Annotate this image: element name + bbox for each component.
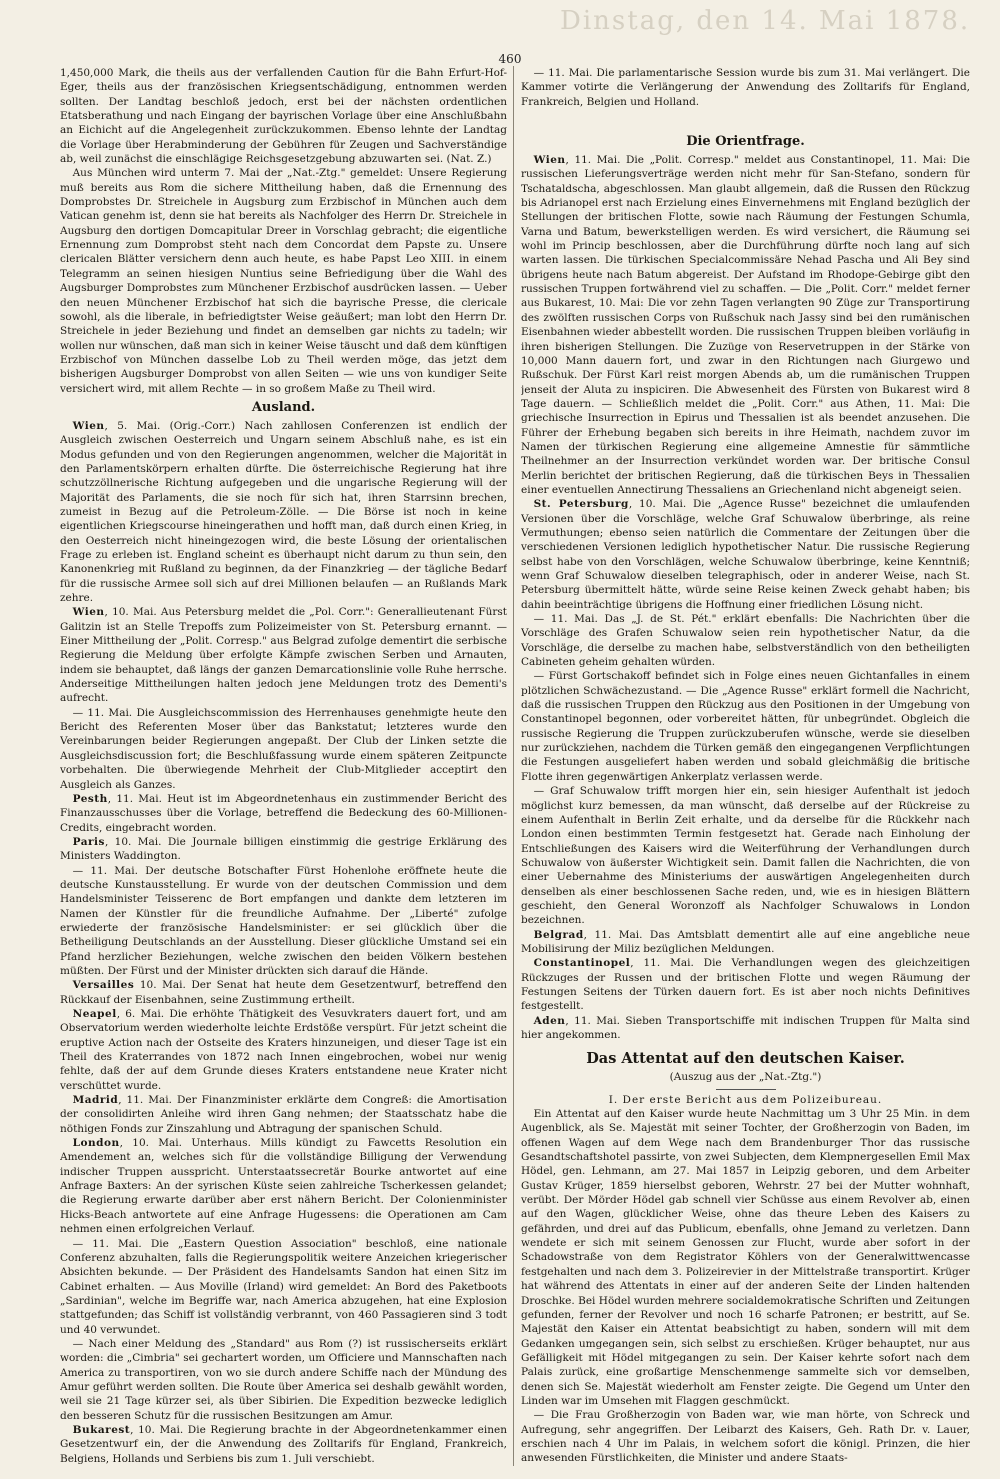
article-text: , 10. Mai. Die „Agence Russe" bezeichnet die umlaufenden Versionen über die Vorschläge, welche Graf Schuwalow überbringe, als reine Vermuthungen; ebenso seien natürlich die Commentare der Zeitungen über die verschiedenen Versionen lediglich hypothetischer Natur. Die russische Regierung selbst habe von den Vorschlägen, welche Schuwalow überbringe, keine Kenntniß; wenn Graf Schuwalow dieselben telegraphisch, oder in anderer Weise, nach St. Petersburg übermittelt hätte, würde seine Reise keinen Zweck gehabt haben; bis dahin beeinträchtige übrigens die Hoffnung einer friedlichen Lösung nicht. <box>521 498 970 611</box>
article-grossherzogin: — Die Frau Großherzogin von Baden war, wie man hörte, von Schreck und Aufregung, sehr angegriffen. Der Leibarzt des Kaisers, Geh. Rath Dr. v. Lauer, erschien nach 4 Uhr im Palais, in welchem sofort die königl. Prinzen, die hier anwesenden Fürstlichkeiten, die Minister und andere Staats- <box>521 1409 970 1465</box>
left-column <box>60 66 507 1466</box>
article-schuwalow: — Graf Schuwalow trifft morgen hier ein, sein hiesiger Aufenthalt ist jedoch möglichst kurz bemessen, da man wünscht, daß derselbe auf der Rückreise zu einem Aufenthalt in Berlin Zeit erhalte, und da derselbe für die Rückkehr nach London einen bestimmten Termin festgesetzt hat. Gerade nach Einholung der Entschließungen des Kaisers wird die Weiterführung der Verhandlungen durch Schuwalow von äußerster Wichtigkeit sein. Damit fallen die Nachrichten, die von einer Uebernahme des Ministeriums der auswärtigen Angelegenheiten durch denselben als einer beschlossenen Sache reden, und, wie es in hiesigen Blättern geschieht, den General Woronzoff als Nachfolger Schuwalows in London bezeichnen. <box>521 785 970 927</box>
page-number: 460 <box>498 52 522 66</box>
right-column <box>521 66 970 1466</box>
article-text: , 10. Mai. Aus Petersburg meldet die „Pol. Corr.": Generallieutenant Fürst Galitzin ist an Stelle Trepoffs zum Polizeimeister von St. Petersburg ernannt. — Einer Mittheilung der „Polit. Corresp." aus Belgrad zufolge dementirt die serbische Regierung die Meldung über erfolgte Kämpfe zwischen Serben und Arnauten, indem sie behauptet, daß längs der ganzen Demarcationslinie volle Ruhe herrsche. Anderseitige Mittheilungen halten jedoch jene Meldungen trotz des Dementi's aufrecht. <box>60 606 507 705</box>
article-text: , 10. Mai. Unterhaus. Mills kündigt zu Fawcetts Resolution ein Amendement an, welches sich für die vollständige Billigung der Verwendung indischer Truppen ausspricht. Unterstaatssecretär Bourke antwortet auf eine Anfrage Baxters: An der syrischen Küste seien zahlreiche Tscherkessen gelandet; die Regierung erwarte darüber aber erst nähern Bericht. Der Colonienminister Hicks-Beach antwortete auf eine Anfrage Hugessens: die Operationen am Cam nehmen einen erfolgreichen Verlauf. <box>60 1137 507 1236</box>
article-belgrad <box>521 928 970 957</box>
article-wien-5-mai <box>60 419 507 605</box>
article-wien-11-mai: — 11. Mai. Die Ausgleichscommission des Herrenhauses genehmigte heute den Bericht des Referenten Moser über das Bankstatut; letzteres wurde den Vereinbarungen beider Regierungen angepaßt. Der Club der Linken setzte die Ausgleichsdiscussion fort; die Beschlußfassung wurde einem späteren Zeitpuncte vorbehalten. Die überwiegende Mehrheit der Club-Mitglieder acceptirt den Ausgleich als Ganzes. <box>60 706 507 791</box>
article-london <box>60 1136 507 1236</box>
section-subheading: (Auszug aus der „Nat.-Ztg.") <box>669 1071 822 1084</box>
article-text: , 5. Mai. (Orig.-Corr.) Nach zahllosen Conferenzen ist endlich der Ausgleich zwischen Oesterreich und Ungarn seinem Abschluß nahe, es ist ein Modus gefunden und von den Regierungen angenommen, welcher die Majorität in den Parlamentskörpern erhalten dürfte. Die österreichische Regierung hat ihre schutzzöllnerische Richtung aufgegeben und die ungarische Regierung will der Majorität des Parlaments, die sie noch für sich hat, ihren Starrsinn brechen, zumeist in Bezug auf die Petroleum-Zölle. — Die Börse ist noch in keine eigentlichen Kriegscourse hineingerathen und hofft man, daß durch einen Krieg, in den Oesterreich nicht hineingezogen wird, die beste Lösung der orientalischen Frage zu erleben ist. England scheint es überhaupt nicht darum zu thun sein, den Kanonenkrieg mit Rußland zu beginnen, da der Finanzkrieg — der tägliche Bedarf für die russische Armee soll sich auf drei Millionen belaufen — an Rußlands Mark zehre. <box>60 419 507 605</box>
article-text: , 10. Mai. Die Regierung brachte in der Abgeordnetenkammer einen Gesetzentwurf ein, der die Anwendung des Zolltarifs für England, Frankreich, Belgiens, Hollands und Serbiens bis zum 1. Juli verschiebt. <box>60 1423 507 1465</box>
dateline-paris: Paris <box>72 835 105 848</box>
dateline-aden: Aden <box>533 1014 566 1027</box>
article-london-11-mai: — 11. Mai. Die „Eastern Question Association" beschloß, eine nationale Conferenz abzuhalten, falls die Regierungspolitik weitere Anzeichen kriegerischer Absichten bekunde. — Der Präsident des Handelsamts Sandon hat einen Sitz im Cabinet erhalten. — Aus Moville (Irland) wird gemeldet: An Bord des Paketboots „Sardinian", welche im Begriffe war, nach America abzugehen, hat eine Explosion stattgefunden; das Schiff ist vollständig verbrannt, von 460 Passagieren sind 3 todt und 40 verwundet. <box>60 1237 507 1336</box>
section-heading-attentat: Das Attentat auf den deutschen Kaiser. <box>586 1050 905 1068</box>
column-divider <box>513 66 514 1466</box>
dateline-madrid: Madrid <box>72 1094 119 1107</box>
article-text: , 11. Mai. Die „Polit. Corresp." meldet aus Constantinopel, 11. Mai: Die russischen Lieferungsverträge werden nicht mehr für San-Stefano, sondern für Tschataldscha, abgeschlossen. Man glaubt allgemein, daß die Russen den Rückzug bis Adrianopel erst nach Erzielung eines Einvernehmens mit England bezüglich der Stellungen der britischen Flotte, sowie nach Räumung der Festungen Schumla, Varna und Batum, bewerkstelligen werden. Es wird versichert, die Räumung sei wohl im Princip beschlossen, aber die Durchführung dürfte noch lang auf sich warten lassen. Die türkischen Specialcommissäre Nehad Pascha und Ali Bey sind übrigens heute nach Batum abgereist. Der Aufstand im Rhodope-Gebirge gibt den russischen Truppen fortwährend viel zu schaffen. — Die „Polit. Corr." meldet ferner aus Bukarest, 10. Mai: Die vor zehn Tagen verlangten 90 Züge zur Transportirung des zwölften russischen Corps von Rußschuk nach Jassy sind bei den rumänischen Eisenbahnen wieder abbestellt worden. Die russischen Truppen bleiben vorläufig in ihren bisherigen Stellungen. Die Zuzüge von Reservetruppen in der Stärke von 10,000 Mann dauern fort, und zwar in den Richtungen nach Giurgewo und Rußschuk. Der Fürst Karl reist morgen Abends ab, um die rumänischen Truppen jenseit der Aluta zu inspiciren. Die Abwesenheit des Fürsten von Bukarest wird 8 Tage dauern. — Schließlich meldet die „Polit. Corr." aus Athen, 11. Mai: Die griechische Insurrection in Epirus und Thessalien ist als beendet anzusehen. Die Führer der Erhebung begaben sich bereits in ihre Heimath, nachdem zuvor im Namen der türkischen Regierung eine allgemeine Amnestie für sämmtliche Theilnehmer an der Insurrection verkündet worden war. Der britische Consul Merlin berichtet der britischen Regierung, daß die türkischen Beys in Thessalien einer eventuellen Annectirung Thessaliens an Griechenland nicht abgeneigt seien. <box>521 154 970 496</box>
article-text: , 11. Mai. Sieben Transportschiffe mit indischen Truppen für Malta sind hier angekommen. <box>521 1014 970 1041</box>
dateline-pesth: Pesth <box>72 792 108 805</box>
article-orient-wien <box>521 153 970 497</box>
article-constantinopel <box>521 956 970 1013</box>
dateline-st-petersburg: St. Petersburg <box>533 498 629 511</box>
article-bukarest <box>60 1423 507 1466</box>
article-gortschakoff: — Fürst Gortschakoff befindet sich in Folge eines neuen Gichtanfalles in einem plötzlichen Schwächezustand. — Die „Agence Russe" erklärt formell die Nachricht, daß die russischen Truppen den Rückzug aus den Positionen in der Umgebung von Constantinopel begonnen, oder vorbereitet hätten, für unbegründet. Obgleich die russische Regierung die Truppen zurückzuberufen wünsche, werde sie dieselben nur zurückziehen, nachdem die Türken gemäß den eingegangenen Verpflichtungen die Festungen ausgeliefert haben werden und sobald gleichmäßig die britische Flotte ihren gegenwärtigen Ankerplatz verlassen werde. <box>521 670 970 783</box>
article-muenchen: Aus München wird unterm 7. Mai der „Nat.-Ztg." gemeldet: Unsere Regierung muß bereits aus Rom die sichere Mittheilung haben, daß die Ernennung des Domprobstes Dr. Streichele in Augsburg zum Erzbischof in München auch dem Vatican genehm ist, denn sie hat bereits als Nachfolger des Herrn Dr. Streichele in Augsburg den dortigen Domcapitular Dreer in Vorschlag gebracht; die eigentliche Ernennung zum Domprobst steht nach dem Concordat dem Papste zu. Unsere clericalen Blätter versichern denn auch heute, es habe Papst Leo XIII. in einem Telegramm an seinen hiesigen Nuntius seine Befriedigung über die Wahl des Augsburger Domprobstes zum Münchener Erzbischof ausdrücken lassen. — Ueber den neuen Münchener Erzbischof hat sich die bayrische Presse, die clericale sowohl, als die liberale, in befriedigtster Weise geäußert; man lobt den Herrn Dr. Streichele in jeder Beziehung und findet an demselben gar nichts zu tadeln; wir wollen nur wünschen, daß man sich in keiner Weise täuscht und daß dem künftigen Erzbischof von München dasselbe Lob zu Theil werden möge, das jetzt dem bisherigen Augsburger Domprobst von allen Seiten — wie uns von kundiger Seite versichert wird, mit allem Rechte — in so großem Maße zu Theil wird. <box>60 167 507 395</box>
dateline-versailles: Versailles <box>72 979 135 992</box>
article-madrid <box>60 1093 507 1136</box>
article-versailles <box>60 978 507 1007</box>
article-text: , 6. Mai. Die erhöhte Thätigkeit des Vesuvkraters dauert fort, und am Observatorium werden wiederholte leichte Erdstöße verspürt. Für jetzt scheint die eruptive Action nach der Ostseite des Kraters hinzuneigen, und dieser Tage ist ein Theil des Kraterrandes von 1872 nach Innen eingebrochen, wobei nur wenig fehlte, daß der auf dem Grunde dieses Kraters entstandene neue Krater nicht verschüttet wurde. <box>60 1008 507 1092</box>
section-heading-orientfrage: Die Orientfrage. <box>686 134 805 150</box>
dateline-wien: Wien <box>72 419 105 432</box>
article-wien-10-mai <box>60 605 507 705</box>
article-neapel <box>60 1007 507 1093</box>
article-landtag: 1,450,000 Mark, die theils aus der verfallenden Caution für die Bahn Erfurt-Hof-Eger, theils aus der französischen Kriegsentschädigung, entnommen werden sollten. Der Landtag beschloß jedoch, erst bei der nächsten ordentlichen Etatsberathung und nach Eingang der bayrischen Vorlage über eine Anschlußbahn an Eichicht auf die Angelegenheit zurückzukommen. Ebenso lehnte der Landtag die Vorlage über Herabminderung der Gebühren für Zeugen und Sachverständige ab, weil zunächst die einschlägige Reichsgesetzgebung abzuwarten sei. (Nat. Z.) <box>60 67 507 166</box>
article-st-petersburg <box>521 497 970 612</box>
article-aden <box>521 1014 970 1043</box>
dateline-wien: Wien <box>72 606 105 619</box>
article-paris <box>60 835 507 864</box>
article-text: , 10. Mai. Die Journale billigen einstimmig die gestrige Erklärung des Ministers Waddington. <box>60 835 507 863</box>
article-attentat-bericht: Ein Attentat auf den Kaiser wurde heute Nachmittag um 3 Uhr 25 Min. in dem Augenblick, als Se. Majestät mit seiner Tochter, der Großherzogin von Baden, im offenen Wagen auf dem Wege nach dem Brandenburger Thor das russische Gesandtschaftshotel passirte, von zwei Subjecten, dem Klempnergesellen Emil Max Hödel, gen. Lehmann, am 27. Mai 1857 in Leipzig geboren, und dem Arbeiter Gustav Krüger, 1859 hierselbst geboren, Wehrstr. 27 bei der Mutter wohnhaft, verübt. Der Mörder Hödel gab schnell vier Schüsse aus einem Revolver ab, einen auf den Wagen, glücklicher Weise, ohne das theure Leben des Kaisers zu gefährden, und drei auf das Publicum, ebenfalls, ohne Jemand zu verletzen. Dann wendete er sich mit seinem Genossen zur Flucht, wurde aber sofort in der Schadowstraße von dem Registrator Köhlers von der Generalwittwencasse festgehalten und nach dem 3. Polizeirevier in der Mittelstraße transportirt. Krüger hat während des Attentats in einer auf der anderen Seite der Linden haltenden Droschke. Bei Hödel wurden mehrere socialdemokratische Schriften und Zeitungen gefunden, ferner der Revolver und noch 16 scharfe Patronen; er bestritt, auf Se. Majestät den Kaiser ein Attentat beabsichtigt zu haben, sondern will mit dem Gedanken umgegangen sein, sich selbst zu erschießen. Krüger behauptet, nur aus Gefälligkeit mit Hödel mitgegangen zu sein. Der Kaiser kehrte sofort nach dem Palais zurück, eine großartige Menschenmenge sammelte sich vor demselben, denen sich Se. Majestät wiederholt am Fenster zeigte. Die Gegend um Unter den Linden war im Umsehen mit Flaggen geschmückt. <box>521 1108 970 1407</box>
article-text: 10. Mai. Der Senat hat heute dem Gesetzentwurf, betreffend den Rückkauf der Eisenbahnen, seine Zustimmung ertheilt. <box>60 979 507 1006</box>
section-rule <box>716 1089 776 1090</box>
article-text: , 11. Mai. Der Finanzminister erklärte dem Congreß: die Amortisation der consolidirten Anleihe wird ihren Gang nehmen; der Staatsschatz habe die nöthigen Fonds zur Zinszahlung und Abtragung der spanischen Schuld. <box>60 1094 507 1135</box>
article-text: , 11. Mai. Das Amtsblatt dementirt alle auf eine angebliche neue Mobilisirung der Miliz bezüglichen Meldungen. <box>521 928 970 955</box>
article-petersburg-11-mai: — 11. Mai. Das „J. de St. Pét." erklärt ebenfalls: Die Nachrichten über die Vorschläge des Grafen Schuwalow seien rein hypothetischer Natur, da die Vorschläge, die derselbe zu machen habe, selbstverständlich von den betheiligten Cabineten geheim gehalten würden. <box>521 613 970 669</box>
section-heading-ausland: Ausland. <box>251 399 316 415</box>
article-paris-11-mai: — 11. Mai. Der deutsche Botschafter Fürst Hohenlohe eröffnete heute die deutsche Kunstausstellung. Er wurde von der deutschen Commission und dem Handelsminister Teisserenc de Bort empfangen und dankte dem letzteren im Namen der Künstler für die freundliche Aufnahme. Der „Liberté" zufolge erwiederte der französische Handelsminister: er sei glücklich über die Betheiligung Deutschlands an der Ausstellung. Dieser glückliche Umstand sei ein Pfand herzlicher Beziehungen, welche zwischen den beiden Völkern bestehen müßten. Der Fürst und der Minister drückten sich darauf die Hände. <box>60 864 507 977</box>
article-text: , 11. Mai. Die Verhandlungen wegen des gleichzeitigen Rückzuges der Russen und der britischen Flotte und wegen Räumung der Festungen Seitens der Türken dauern fort. Es ist aber noch nichts Definitives festgestellt. <box>521 957 970 1013</box>
article-cimbria: — Nach einer Meldung des „Standard" aus Rom (?) ist russischerseits erklärt worden: die „Cimbria" sei gechartert worden, um Officiere und Mannschaften nach America zu transportiren, von wo sie durch andere Schiffe nach der Mündung des Amur geführt werden sollten. Die Route über America sei deshalb gewählt worden, weil sie 21 Tage kürzer sei, als über Sibirien. Die Expedition bezwecke lediglich den besseren Schutz für die russischen Besitzungen am Amur. <box>60 1337 507 1422</box>
dateline-neapel: Neapel <box>72 1008 117 1020</box>
dateline-london: London <box>72 1137 120 1150</box>
article-text: , 11. Mai. Heut ist im Abgeordnetenhaus ein zustimmender Bericht des Finanzausschusses über die Vorlage, betreffend die Bedeckung des 60-Millionen-Credits, eingebracht worden. <box>60 792 507 834</box>
article-bukarest-11-mai: — 11. Mai. Die parlamentarische Session wurde bis zum 31. Mai verlängert. Die Kammer votirte die Verlängerung der Anwendung des Zolltarifs für England, Frankreich, Belgien und Holland. <box>521 67 970 108</box>
dateline-wien: Wien <box>533 154 566 167</box>
dateline-constantinopel: Constantinopel <box>533 957 631 970</box>
article-pesth <box>60 792 507 835</box>
show-through-header: Dinstag, den 14. Mai 1878. <box>560 6 971 36</box>
report-heading: I. Der erste Bericht aus dem Polizeibureau. <box>608 1093 883 1106</box>
dateline-bukarest: Bukarest <box>72 1423 131 1436</box>
dateline-belgrad: Belgrad <box>533 928 584 941</box>
